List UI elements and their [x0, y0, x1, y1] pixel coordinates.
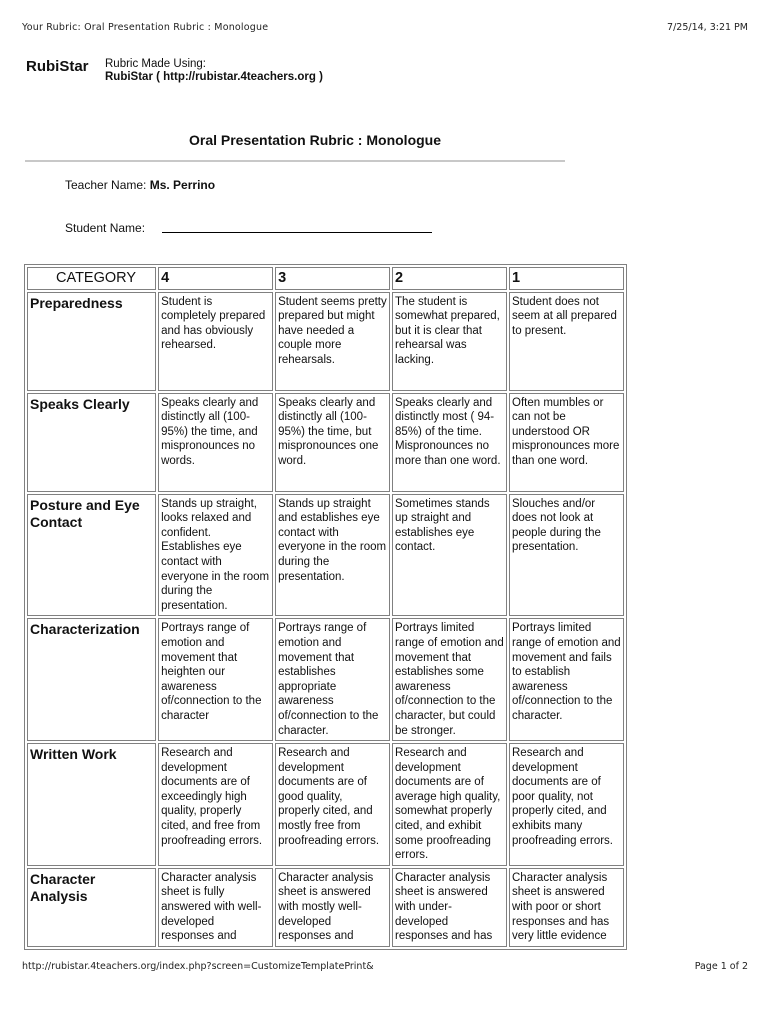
rubric-cell: Portrays range of emotion and movement that establishes appropriate awareness of/connection to the character. [275, 618, 390, 741]
table-row [27, 292, 624, 391]
rubric-cell: Research and development documents are of exceedingly high quality, properly cited, and free from proofreading errors. [158, 743, 273, 866]
student-name-label: Student Name: [65, 221, 146, 235]
title-divider [25, 160, 565, 162]
rubric-cell: Student does not seem at all prepared to present. [509, 292, 624, 391]
rubric-cell: The student is somewhat prepared, but it is clear that rehearsal was lacking. [392, 292, 507, 391]
rubric-header-row [27, 267, 624, 290]
table-row [27, 494, 624, 617]
rubric-title: Oral Presentation Rubric : Monologue [188, 132, 442, 148]
table-row [27, 393, 624, 492]
rubistar-logo-text: RubiStar [26, 58, 89, 75]
header-category: CATEGORY [27, 267, 156, 290]
rubric-cell: Speaks clearly and distinctly all (100-95%) the time, but mispronounces one word. [275, 393, 390, 492]
table-row [27, 618, 624, 741]
rubric-cell: Character analysis sheet is answered with mostly well-developed responses and [275, 868, 390, 947]
row-category: Characterization [27, 618, 156, 741]
rubric-cell: Speaks clearly and distinctly most ( 94-85%) of the time. Mispronounces no more than one word. [392, 393, 507, 492]
rubric-cell: Portrays limited range of emotion and movement that establishes some awareness of/connection to the character, but could be stronger. [392, 618, 507, 741]
student-name-line [162, 232, 432, 233]
rubric-cell: Research and development documents are of poor quality, not properly cited, and exhibits many proofreading errors. [509, 743, 624, 866]
print-header-title: Your Rubric: Oral Presentation Rubric : Monologue [22, 22, 269, 33]
rubric-cell: Slouches and/or does not look at people during the presentation. [509, 494, 624, 617]
made-using-label: Rubric Made Using: [105, 58, 206, 70]
rubric-cell: Student is completely prepared and has obviously rehearsed. [158, 292, 273, 391]
teacher-name-value: Ms. Perrino [149, 178, 216, 192]
teacher-name [65, 178, 215, 192]
teacher-name-label: Teacher Name: [65, 178, 147, 192]
rubric-cell: Character analysis sheet is answered with poor or short responses and has very little evidence [509, 868, 624, 947]
row-category: Speaks Clearly [27, 393, 156, 492]
row-category: Character Analysis [27, 868, 156, 947]
print-footer-page-number: Page 1 of 2 [694, 961, 748, 972]
rubric-cell: Stands up straight, looks relaxed and confident. Establishes eye contact with everyone in the room during the presentation. [158, 494, 273, 617]
header-level-2: 2 [392, 267, 507, 290]
rubric-cell: Speaks clearly and distinctly all (100-95%) the time, and mispronounces no words. [158, 393, 273, 492]
table-row [27, 868, 624, 947]
rubric-table [24, 264, 627, 950]
rubric-cell: Often mumbles or can not be understood OR mispronounces more than one word. [509, 393, 624, 492]
rubric-cell: Research and development documents are of good quality, properly cited, and mostly free from proofreading errors. [275, 743, 390, 866]
rubric-cell: Sometimes stands up straight and establishes eye contact. [392, 494, 507, 617]
header-level-4: 4 [158, 267, 273, 290]
rubric-cell: Character analysis sheet is answered with under-developed responses and has [392, 868, 507, 947]
rubric-cell: Portrays range of emotion and movement that heighten our awareness of/connection to the character [158, 618, 273, 741]
made-using-block [105, 58, 323, 84]
table-row [27, 743, 624, 866]
row-category: Written Work [27, 743, 156, 866]
row-category: Posture and Eye Contact [27, 494, 156, 617]
rubric-cell: Research and development documents are of average high quality, somewhat properly cited, and exhibit some proofreading errors. [392, 743, 507, 866]
header-level-3: 3 [275, 267, 390, 290]
header-level-1: 1 [509, 267, 624, 290]
print-header-datetime: 7/25/14, 3:21 PM [667, 22, 748, 33]
made-using-source: RubiStar ( http://rubistar.4teachers.org ) [105, 71, 323, 83]
rubric-cell: Stands up straight and establishes eye contact with everyone in the room during the presentation. [275, 494, 390, 617]
row-category: Preparedness [27, 292, 156, 391]
rubric-cell: Student seems pretty prepared but might have needed a couple more rehearsals. [275, 292, 390, 391]
rubric-cell: Portrays limited range of emotion and movement and fails to establish awareness of/connection to the character. [509, 618, 624, 741]
rubric-cell: Character analysis sheet is fully answered with well-developed responses and [158, 868, 273, 947]
print-footer-url: http://rubistar.4teachers.org/index.php?screen=CustomizeTemplatePrint& [22, 961, 374, 972]
